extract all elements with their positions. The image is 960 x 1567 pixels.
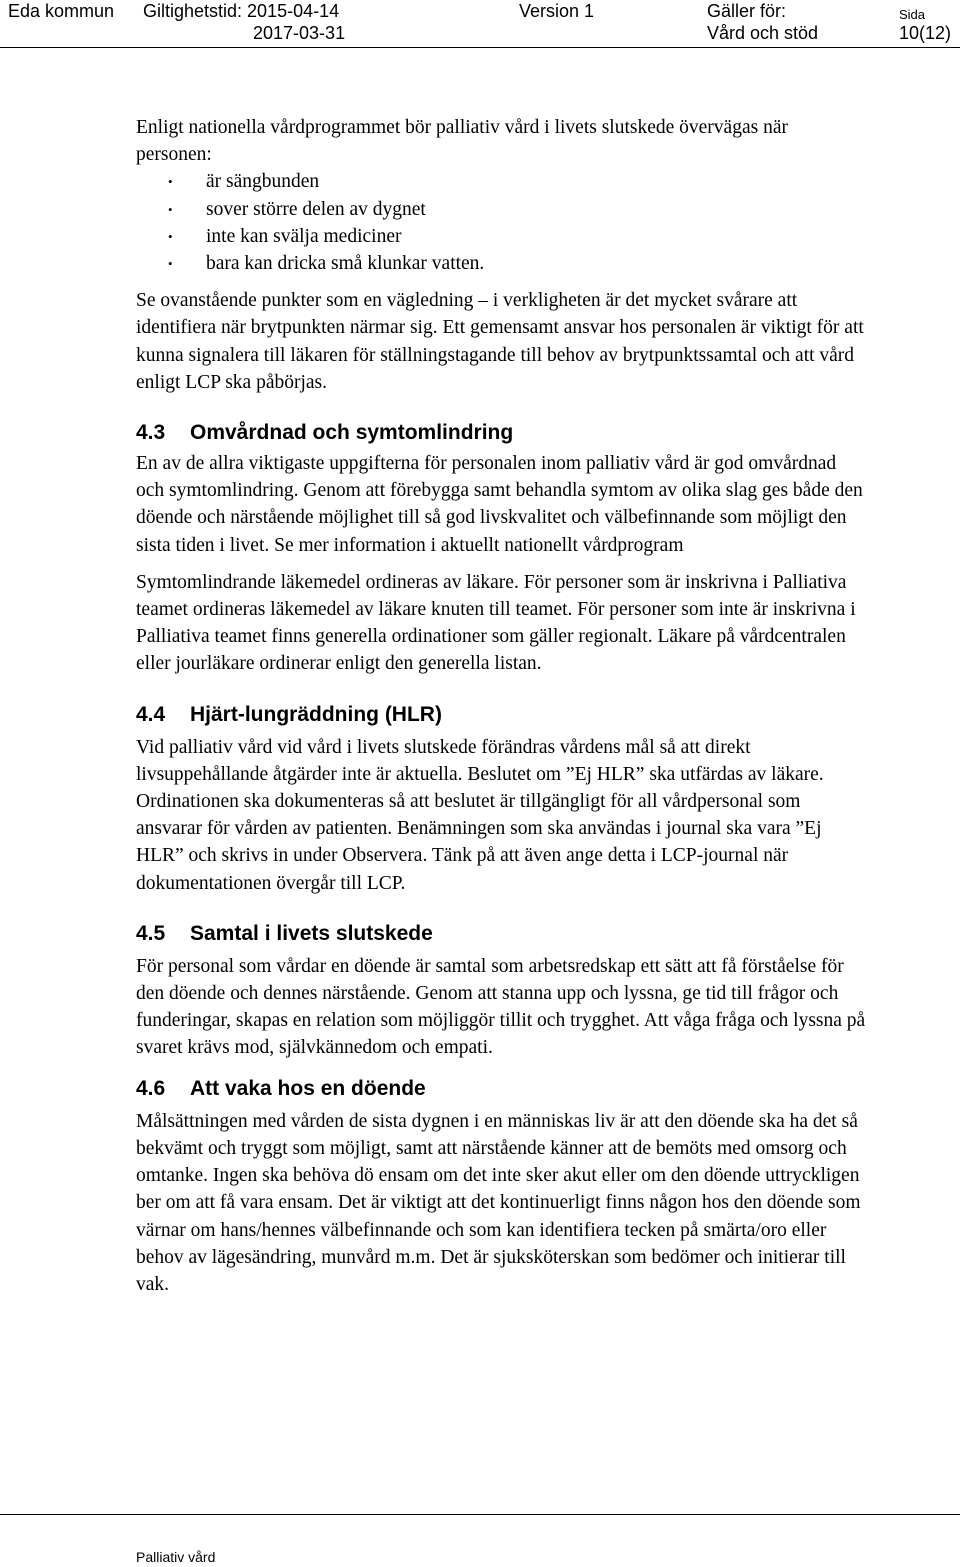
header-applies-label: Gäller för:	[707, 1, 787, 21]
section-title: Samtal i livets slutskede	[190, 921, 433, 945]
header-page-label: Sida	[899, 7, 926, 22]
section-number: 4.3	[136, 421, 166, 445]
header-org: Eda kommun	[8, 1, 115, 21]
header-valid-to: 2017-03-31	[253, 23, 346, 43]
section-heading-4-5	[136, 921, 866, 947]
bullet-item: • bara kan dricka små klunkar vatten.	[136, 250, 866, 277]
section-heading-4-4	[136, 702, 866, 728]
footer-rule	[0, 1514, 960, 1515]
document-body	[136, 114, 866, 1298]
bullet-item: • inte kan svälja mediciner	[136, 223, 866, 250]
section-title: Hjärt-lungräddning (HLR)	[190, 702, 442, 726]
intro-lead: Enligt nationella vårdprogrammet bör palliativ vård i livets slutskede övervägas när personen:	[136, 117, 788, 166]
header-applies-value: Vård och stöd	[707, 23, 819, 43]
section-number: 4.6	[136, 1076, 166, 1100]
section-paragraph: Symtomlindrande läkemedel ordineras av läkare. För personer som är inskrivna i Palliativa teamet ordineras läkemedel av läkare knuten till teamet. För personer som inte är inskrivna i Palliativa teamet finns generella ordinationer som gäller regionalt. Läkare på vårdcentralen eller jourläkare ordinerar enligt den generella listan.	[136, 571, 856, 675]
footer-text: Palliativ vård	[136, 1549, 216, 1565]
section-paragraph: För personal som vårdar en döende är samtal som arbetsredskap ett sätt att få förståelse för den döende och dennes närstående. Genom att stanna upp och lyssna, ge tid till frågor och funderingar, skapas en relation som möjliggör tillit och trygghet. Att våga fråga och lyssna på svaret krävs mod, självkännedom och empati.	[136, 955, 866, 1059]
intro-bullet-list	[136, 168, 866, 277]
bullet-item: • sover större delen av dygnet	[136, 196, 866, 223]
bullet-item: • är sängbunden	[136, 168, 866, 195]
section-heading-4-3	[136, 420, 866, 446]
section-paragraph: Målsättningen med vården de sista dygnen i en människas liv är att den döende ska ha det så bekvämt och tryggt som möjligt, samt att närstående känner att de bemöts med omsorg och omtanke. Ingen ska behöva dö ensam om det inte sker akut eller om den döende uttryckligen ber om att få vara ensam. Det är viktigt att det kontinuerligt finns någon hos den döende som värnar om hans/hennes välbefinnande och som kan identifiera tecken på smärta/oro eller behov av lägesändring, munvård m.m. Det är sjuksköterskan som bedömer och initierar till vak.	[136, 1110, 861, 1295]
section-heading-4-6	[136, 1076, 866, 1102]
intro-paragraph: Se ovanstående punkter som en vägledning – i verkligheten är det mycket svårare att identifiera när brytpunkten närmar sig. Ett gemensamt ansvar hos personalen är viktigt för att kunna signalera till läkaren för ställningstagande till behov av brytpunktssamtal och att vård enligt LCP ska påbörjas.	[136, 290, 864, 393]
header-page-value: 10(12)	[899, 23, 952, 43]
section-number: 4.4	[136, 702, 166, 726]
section-title: Omvårdnad och symtomlindring	[190, 421, 514, 445]
header-rule	[0, 47, 960, 48]
header-version: Version 1	[519, 1, 595, 21]
section-title: Att vaka hos en döende	[190, 1076, 426, 1100]
section-paragraph: Vid palliativ vård vid vård i livets slutskede förändras vårdens mål så att direkt livsuppehållande åtgärder inte är aktuella. Beslutet om ”Ej HLR” ska utfärdas av läkare. Ordinationen ska dokumenteras så att beslutet är tillgängligt för all vårdpersonal som ansvarar för vården av patienten. Benämningen som ska användas i journal ska vara ”Ej HLR” och skrivs in under Observera. Tänk på att även ange detta i LCP-journal när dokumentationen övergår till LCP.	[136, 736, 824, 894]
header-valid-from: Giltighetstid: 2015-04-14	[143, 1, 340, 21]
section-number: 4.5	[136, 921, 166, 945]
section-paragraph: En av de allra viktigaste uppgifterna för personalen inom palliativ vård är god omvårdnad och symtomlindring. Genom att förebygga samt behandla symtom av olika slag ges både den döende och närstående möjlighet till så god livskvalitet och välbefinnande som möjligt den sista tiden i livet. Se mer information i aktuellt nationellt vårdprogram	[136, 453, 863, 556]
